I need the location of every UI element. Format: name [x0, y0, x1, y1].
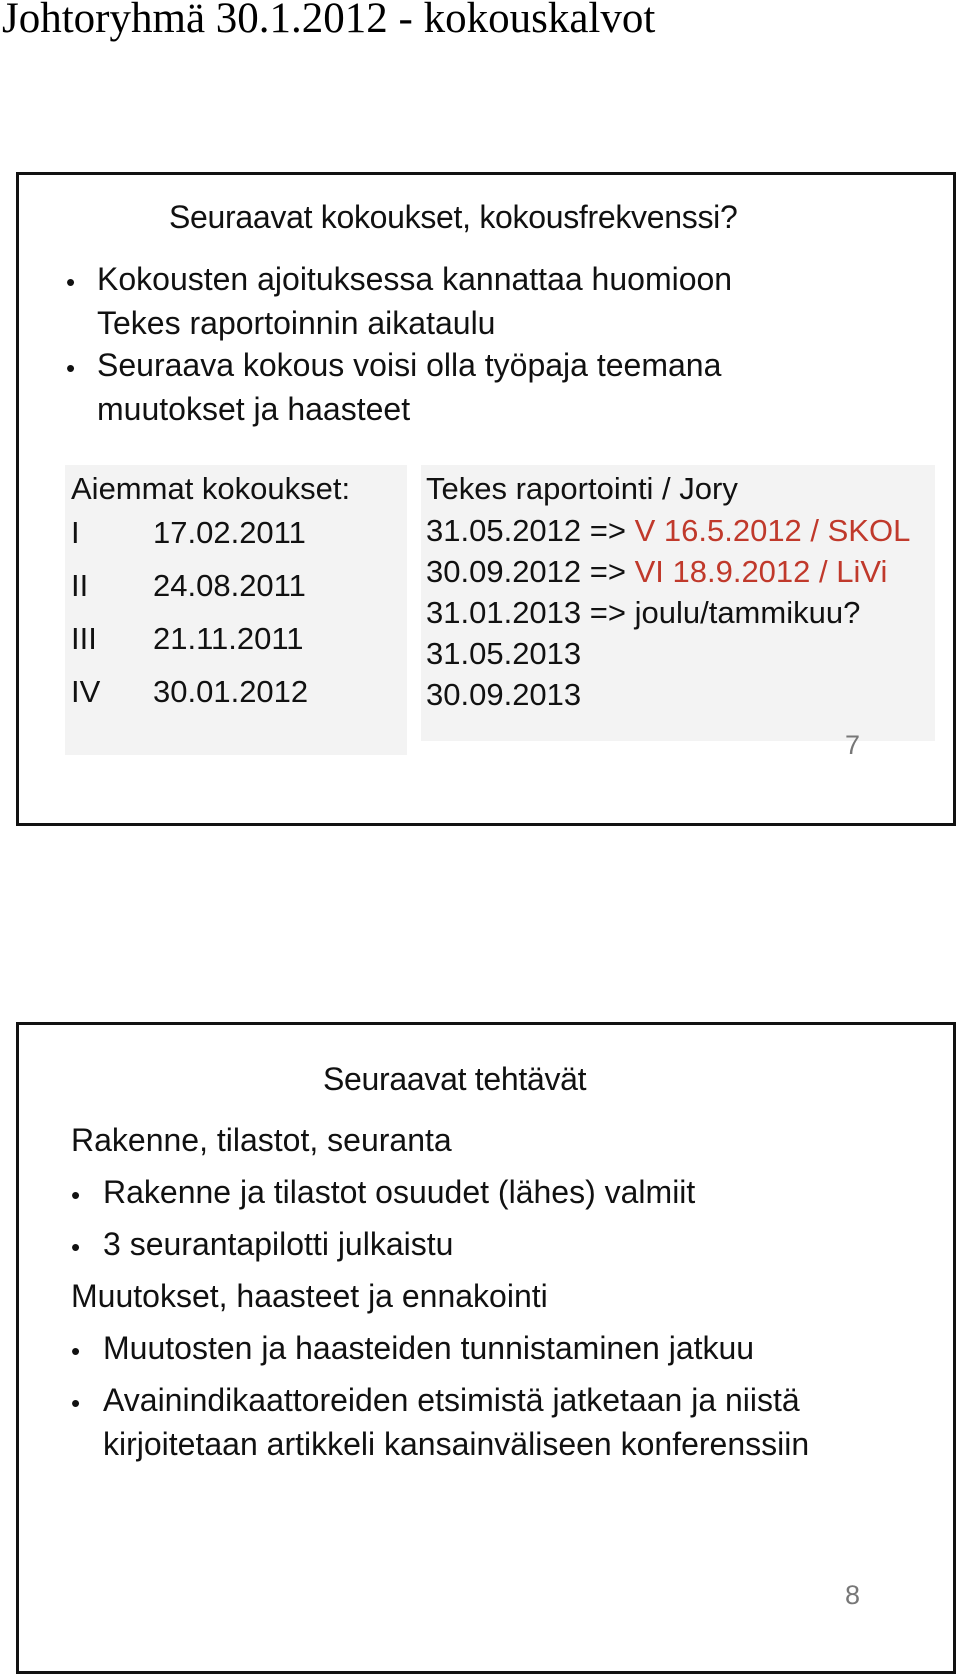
meeting-number: III	[71, 621, 97, 656]
meeting-number: I	[71, 515, 80, 550]
meeting-date: 30.01.2012	[153, 674, 309, 709]
bullet-item: Rakenne ja tilastot osuudet (lähes) valmiit	[103, 1174, 696, 1210]
reporting-note: VI 18.9.2012 / LiVi	[634, 554, 888, 589]
tekes-reporting-title: Tekes raportointi / Jory	[426, 471, 738, 506]
bullet-item-line-2: kirjoitetaan artikkeli kansainväliseen konferenssiin	[103, 1426, 810, 1462]
bullet-dot: •	[71, 1388, 81, 1418]
past-meetings-panel	[65, 465, 407, 755]
reporting-date: 31.05.2012	[426, 513, 582, 548]
bullet-1-line-1: Kokousten ajoituksessa kannattaa huomioon	[97, 261, 733, 297]
slide-8	[16, 1022, 956, 1674]
meeting-number: IV	[71, 674, 101, 709]
bullet-dot: •	[66, 353, 76, 383]
section-title: Rakenne, tilastot, seuranta	[71, 1122, 452, 1158]
bullet-item: 3 seurantapilotti julkaistu	[103, 1226, 454, 1262]
bullet-dot: •	[66, 267, 76, 297]
reporting-arrow: =>	[581, 513, 635, 548]
reporting-row	[426, 636, 581, 672]
slide-7-heading: Seuraavat kokoukset, kokousfrekvenssi?	[169, 199, 738, 235]
slide-number: 8	[845, 1580, 861, 1610]
reporting-arrow: =>	[581, 595, 635, 630]
reporting-row	[426, 513, 910, 549]
meeting-date: 17.02.2011	[153, 515, 306, 550]
reporting-date: 31.05.2013	[426, 636, 582, 671]
meeting-date: 21.11.2011	[153, 621, 304, 656]
slide-8-heading: Seuraavat tehtävät	[323, 1061, 587, 1097]
reporting-row	[426, 595, 860, 631]
reporting-date: 31.01.2013	[426, 595, 582, 630]
page-title: Johtoryhmä 30.1.2012 - kokouskalvot	[2, 0, 656, 42]
bullet-dot: •	[71, 1180, 81, 1210]
bullet-2-line-2: muutokset ja haasteet	[97, 391, 411, 427]
slide-7	[16, 172, 956, 826]
reporting-row	[426, 677, 581, 713]
section-title: Muutokset, haasteet ja ennakointi	[71, 1278, 548, 1314]
bullet-item: Muutosten ja haasteiden tunnistaminen jatkuu	[103, 1330, 755, 1366]
past-meetings-title: Aiemmat kokoukset:	[71, 471, 351, 506]
reporting-arrow: =>	[581, 554, 635, 589]
slide-number: 7	[845, 730, 861, 760]
meeting-number: II	[71, 568, 89, 603]
bullet-item-line-1: Avainindikaattoreiden etsimistä jatketaan ja niistä	[103, 1382, 800, 1418]
reporting-note: V 16.5.2012 / SKOL	[634, 513, 911, 548]
meeting-date: 24.08.2011	[153, 568, 306, 603]
bullet-dot: •	[71, 1336, 81, 1366]
reporting-row	[426, 554, 887, 590]
bullet-1-line-2: Tekes raportoinnin aikataulu	[97, 305, 496, 341]
reporting-date: 30.09.2012	[426, 554, 582, 589]
tekes-reporting-panel	[421, 465, 935, 741]
reporting-date: 30.09.2013	[426, 677, 582, 712]
bullet-dot: •	[71, 1232, 81, 1262]
reporting-note: joulu/tammikuu?	[634, 595, 861, 630]
bullet-2-line-1: Seuraava kokous voisi olla työpaja teemana	[97, 347, 722, 383]
